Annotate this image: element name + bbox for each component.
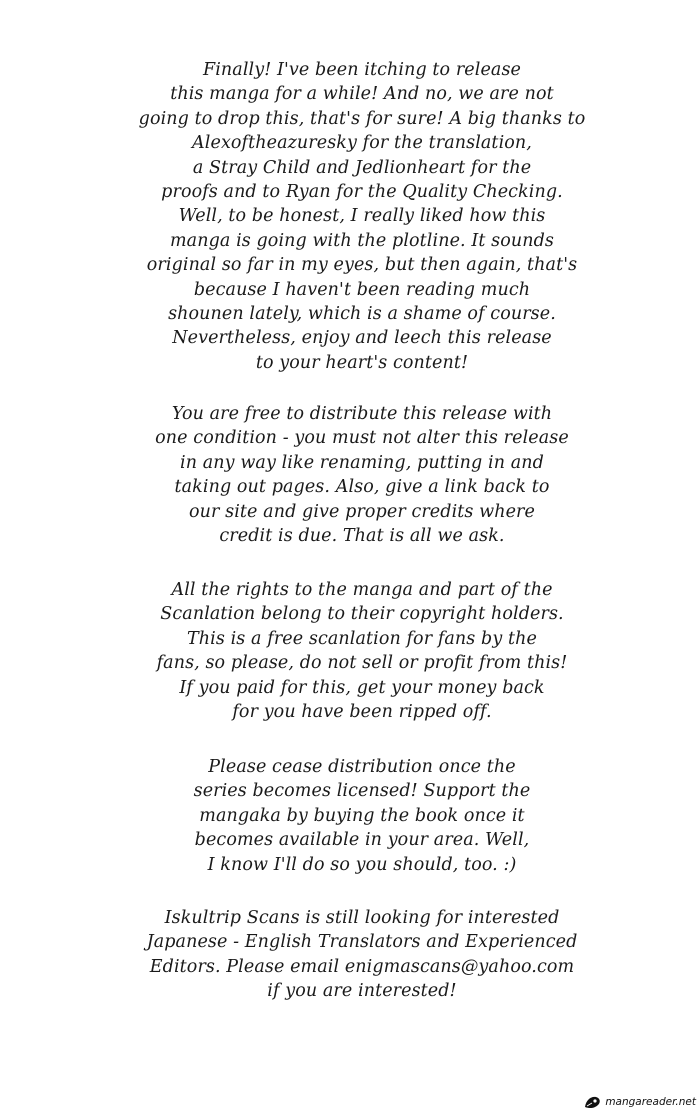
text-line: Alexoftheazuresky for the translation, — [192, 133, 532, 154]
text-line: series becomes licensed! Support the — [193, 781, 531, 802]
text-line: to your heart's content! — [255, 352, 469, 373]
text-line: Scanlation belong to their copyright holders. — [160, 604, 564, 625]
release-notes-paragraph — [0, 58, 700, 375]
text-line: this manga for a while! And no, we are not — [170, 84, 554, 105]
text-line: if you are interested! — [267, 981, 457, 1002]
site-watermark — [583, 1094, 696, 1110]
text-line: Well, to be honest, I really liked how this — [178, 206, 546, 227]
text-line: for you have been ripped off. — [232, 702, 492, 723]
text-line: going to drop this, that's for sure! A big thanks to — [138, 108, 586, 129]
text-line: You are free to distribute this release with — [171, 404, 553, 424]
mangareader-logo-icon — [583, 1094, 603, 1110]
text-line: Please cease distribution once the — [208, 757, 516, 777]
watermark-text: mangareader.net — [605, 1096, 696, 1108]
text-line: original so far in my eyes, but then again, that's — [146, 255, 578, 276]
text-line: mangaka by buying the book once it — [199, 805, 525, 826]
distribution-terms-paragraph — [0, 402, 700, 548]
text-line: taking out pages. Also, give a link back to — [174, 477, 550, 498]
text-line: one condition - you must not alter this release — [155, 428, 569, 449]
text-line: Iskultrip Scans is still looking for interested — [164, 908, 560, 928]
text-line: credit is due. That is all we ask. — [219, 526, 505, 547]
text-line: shounen lately, which is a shame of course. — [168, 304, 556, 325]
text-line: our site and give proper credits where — [189, 501, 535, 522]
text-line: Editors. Please email enigmascans@yahoo.com — [149, 956, 575, 977]
text-line: manga is going with the plotline. It sounds — [169, 230, 555, 251]
text-line: All the rights to the manga and part of the — [171, 580, 553, 600]
text-line: If you paid for this, get your money back — [179, 677, 545, 698]
text-line: I know I'll do so you should, too. :) — [207, 854, 517, 875]
text-line: in any way like renaming, putting in and — [180, 452, 544, 473]
text-line: because I haven't been reading much — [193, 279, 531, 300]
recruitment-paragraph — [0, 906, 700, 1004]
text-line: Finally! I've been itching to release — [202, 60, 521, 80]
text-line: proofs and to Ryan for the Quality Checking. — [161, 182, 563, 203]
text-line: This is a free scanlation for fans by the — [187, 628, 537, 649]
text-line: a Stray Child and Jedlionheart for the — [192, 157, 532, 178]
text-line: Japanese - English Translators and Experienced — [146, 932, 578, 953]
text-line: becomes available in your area. Well, — [194, 830, 530, 851]
licensing-paragraph — [0, 755, 700, 877]
copyright-paragraph — [0, 578, 700, 724]
text-line: fans, so please, do not sell or profit from this! — [156, 653, 568, 674]
text-line: Nevertheless, enjoy and leech this release — [172, 328, 552, 349]
